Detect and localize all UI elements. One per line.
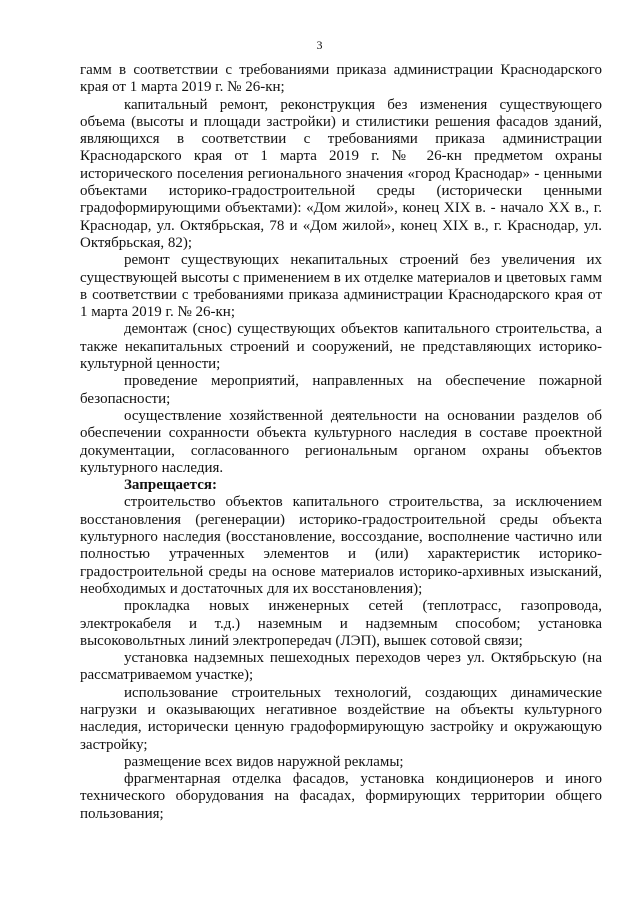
paragraph: использование строительных технологий, создающих динамические нагрузки и оказывающих негативное воздействие на объекты культурного наследия, исторически ценную градоформирующую застройку и окружающую застройку; <box>80 684 602 753</box>
paragraph: гамм в соответствии с требованиями приказа администрации Краснодарского края от 1 марта 2019 г. № 26-кн; <box>80 62 602 96</box>
paragraph: фрагментарная отделка фасадов, установка кондиционеров и иного технического оборудования на фасадах, формирующих территории общего пользования; <box>80 771 602 822</box>
paragraph: размещение всех видов наружной рекламы; <box>124 753 404 770</box>
paragraph: прокладка новых инженерных сетей (теплотрасс, газопровода, электрокабеля и т.д.) наземным и надземным способом; установка высоковольтных линий электропередач (ЛЭП), вышек сотовой связи; <box>80 598 602 649</box>
paragraph: ремонт существующих некапитальных строений без увеличения их существующей высоты с применением в их отделке материалов и цветовых гамм в соответствии с требованиями приказа администрации Краснодарского края от 1 марта 2019 г. № 26-кн; <box>80 252 602 321</box>
paragraph: строительство объектов капитального строительства, за исключением восстановления (регенерации) историко-градостроительной среды объекта культурного наследия (восстановление, воссоздание, восполнение частично или полностью утраченных элементов и (или) характеристик историко-градостроительной среды на основе материалов историко-архивных изысканий, необходимых и достаточных для их восстановления); <box>80 494 602 597</box>
paragraph: демонтаж (снос) существующих объектов капитального строительства, а также некапитальных строений и сооружений, не представляющих историко-культурной ценности; <box>80 321 602 373</box>
paragraph: капитальный ремонт, реконструкция без изменения существующего объема (высоты и площади застройки) и стилистики решения фасадов зданий, являющихся в соответствии с требованиями приказа администрации Краснодарского края от 1 марта 2019 г. № 26-кн предметом охраны исторического поселения регионального значения «город Краснодар» - ценными объектами историко-градостроительной среды (исторически ценными градоформирующими объектами): «Дом жилой», конец XIX в. - начало XX в., г. Краснодар, ул. Октябрьская, 78 и «Дом жилой», конец XIX в., г. Краснодар, ул. Октябрьская, 82); <box>80 96 602 251</box>
paragraph: осуществление хозяйственной деятельности на основании разделов об обеспечении сохранности объекта культурного наследия в составе проектной документации, согласованного региональным органом охраны объектов культурного наследия. <box>80 407 602 476</box>
section-heading: Запрещается: <box>124 477 218 494</box>
document-body <box>80 62 602 823</box>
paragraph: проведение мероприятий, направленных на обеспечение пожарной безопасности; <box>80 373 602 407</box>
paragraph: установка надземных пешеходных переходов через ул. Октябрьскую (на рассматриваемом участке); <box>80 650 602 684</box>
page-number: 3 <box>316 38 323 52</box>
